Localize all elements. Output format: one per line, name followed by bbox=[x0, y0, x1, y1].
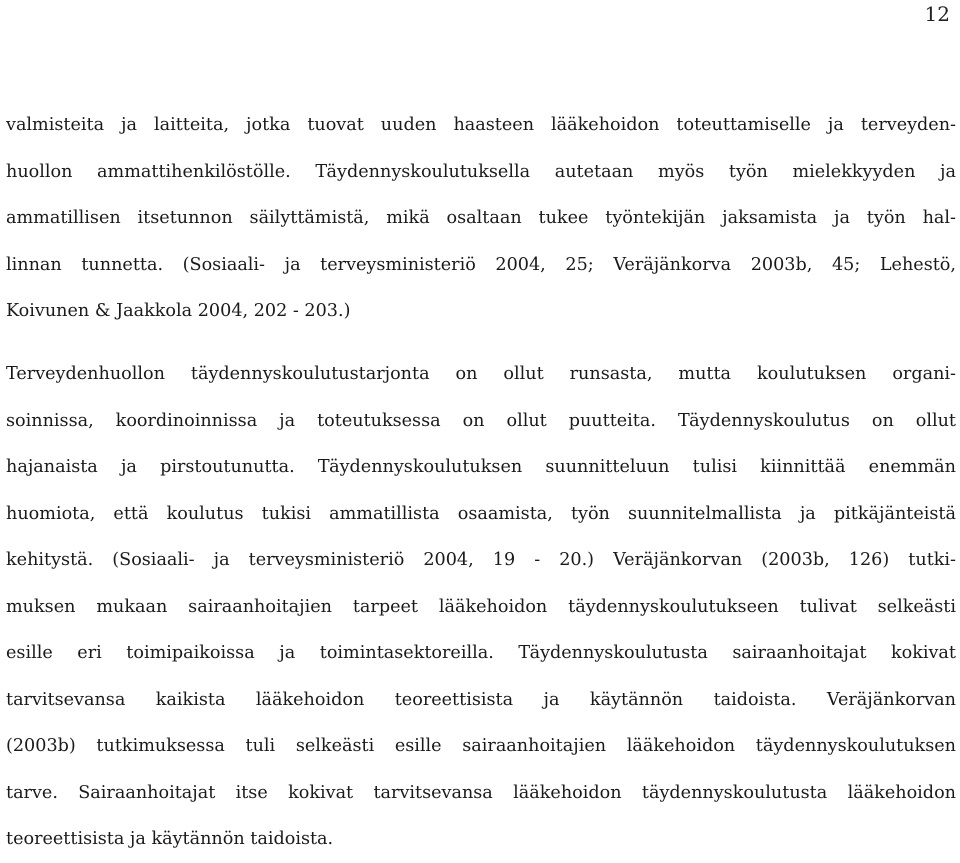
text-line: teoreettisista ja käytännön taidoista. bbox=[6, 829, 334, 849]
text-line: esille eri toimipaikoissa ja toimintasektoreilla. Täydennyskoulutusta sairaanhoitajat kokivat bbox=[6, 643, 956, 663]
text-line: Terveydenhuollon täydennyskoulutustarjonta on ollut runsasta, mutta koulutuksen organi- bbox=[6, 364, 956, 384]
text-line: valmisteita ja laitteita, jotka tuovat uuden haasteen lääkehoidon toteuttamiselle ja terveyden- bbox=[6, 115, 956, 135]
text-line: Koivunen & Jaakkola 2004, 202 - 203.) bbox=[6, 301, 351, 321]
text-line: huomiota, että koulutus tukisi ammatillista osaamista, työn suunnitelmallista ja pitkäjänteistä bbox=[6, 503, 956, 524]
page-number: 12 bbox=[924, 2, 950, 26]
paragraph-1 bbox=[6, 102, 956, 335]
text-line: ammatillisen itsetunnon säilyttämistä, mikä osaltaan tukee työntekijän jaksamista ja työn hal- bbox=[6, 208, 956, 228]
text-line: linnan tunnetta. (Sosiaali- ja terveysministeriö 2004, 25; Veräjänkorva 2003b, 45; Lehestö, bbox=[6, 254, 956, 275]
text-line: hajanaista ja pirstoutunutta. Täydennyskoulutuksen suunnitteluun tulisi kiinnittää enemmän bbox=[6, 457, 956, 477]
text-line: muksen mukaan sairaanhoitajien tarpeet lääkehoidon täydennyskoulutukseen tulivat selkeästi bbox=[6, 596, 956, 617]
text-line: huollon ammattihenkilöstölle. Täydennyskoulutuksella autetaan myös työn mielekkyyden ja bbox=[6, 161, 956, 182]
text-line: kehitystä. (Sosiaali- ja terveysministeriö 2004, 19 - 20.) Veräjänkorvan (2003b, 126) tutki- bbox=[6, 550, 956, 570]
text-line: tarvitsevansa kaikista lääkehoidon teoreettisista ja käytännön taidoista. Veräjänkorvan bbox=[6, 689, 956, 710]
text-line: soinnissa, koordinoinnissa ja toteutuksessa on ollut puutteita. Täydennyskoulutus on ollut bbox=[6, 410, 956, 431]
paragraph-2 bbox=[6, 351, 956, 863]
text-line: tarve. Sairaanhoitajat itse kokivat tarvitsevansa lääkehoidon täydennyskoulutusta lääkehoidon bbox=[6, 782, 956, 803]
text-line: (2003b) tutkimuksessa tuli selkeästi esille sairaanhoitajien lääkehoidon täydennyskoulutuksen bbox=[6, 736, 956, 756]
